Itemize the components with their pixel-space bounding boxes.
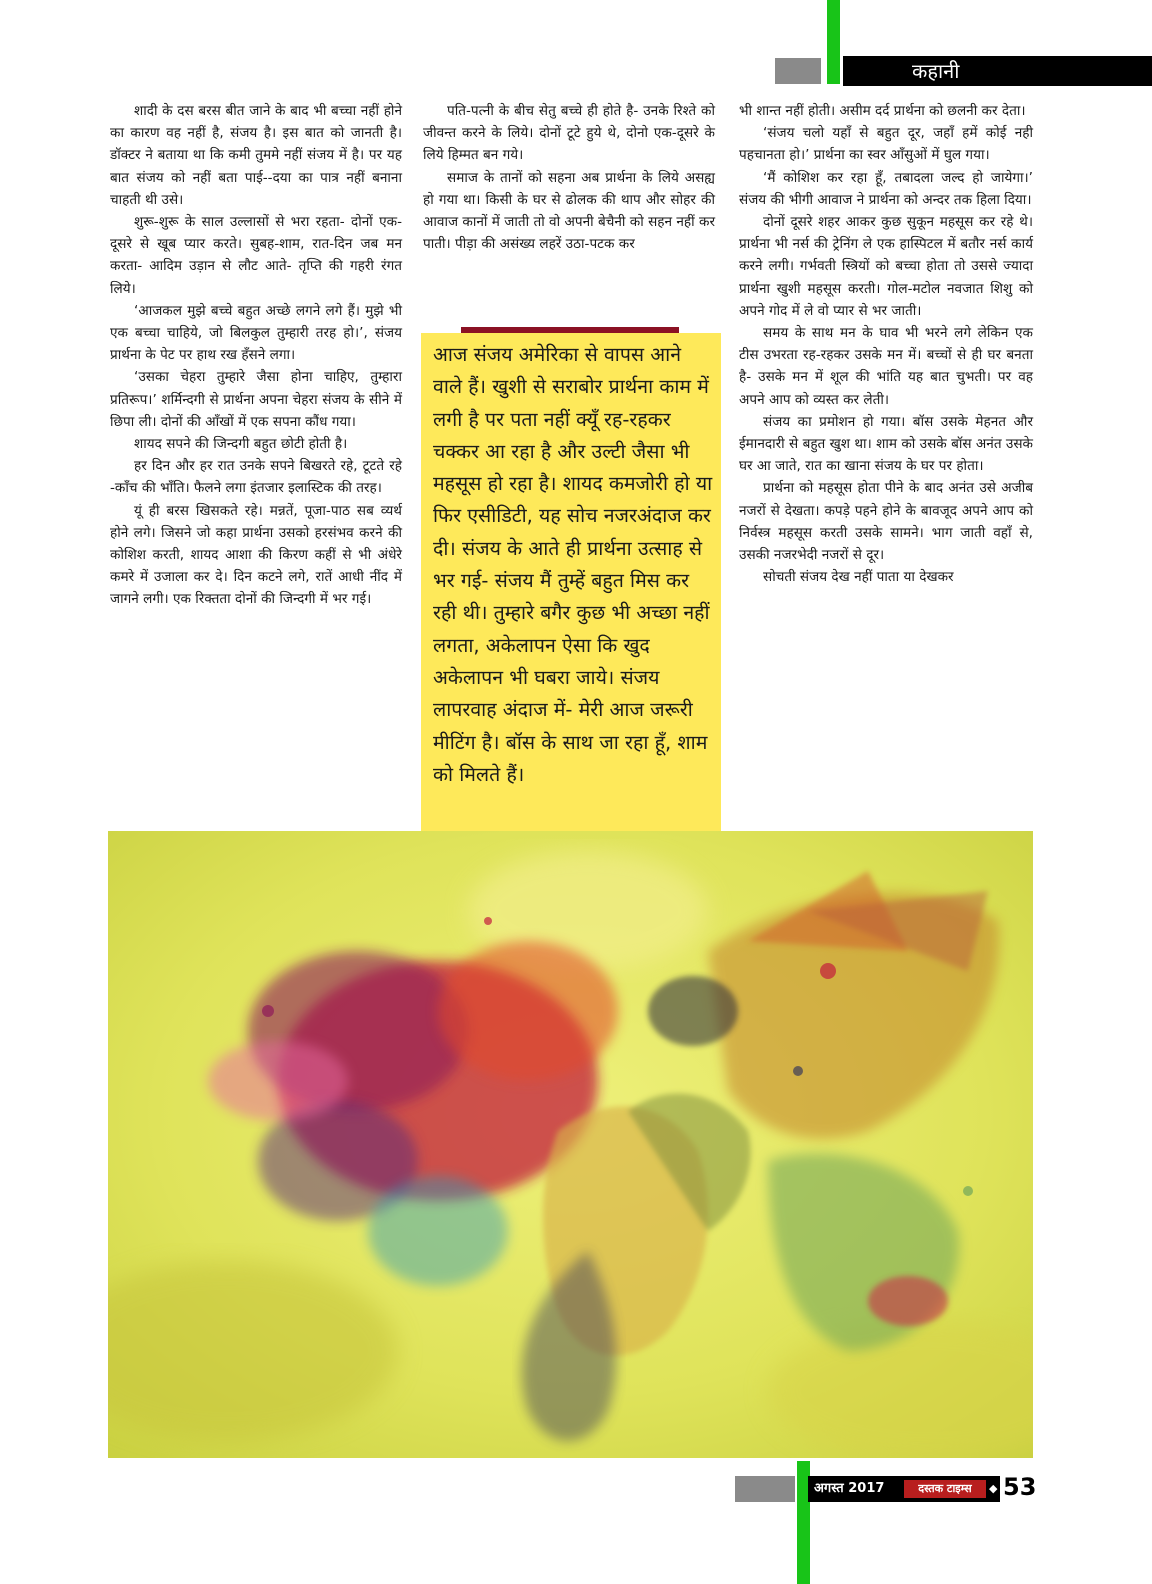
diamond-icon: ◆ [989, 1482, 998, 1495]
paragraph: पति-पत्नी के बीच सेतु बच्चे ही होते है- उनके रिश्ते को जीवन्त करने के लिये। दोनों टूटे हुये थे, दोनो एक-दूसरे के लिये हिम्मत बन गये। [423, 103, 715, 164]
paragraph: यूं ही बरस खिसकते रहे। मन्नतें, पूजा-पाठ सब व्यर्थ होने लगे। जिसने जो कहा प्रार्थना उसको हरसंभव करने की कोशिश करती, शायद आशा की किरण कहीं से भी अंधेरे कमरे में उजाला कर दे। दिन कटने लगे, रातें आधी नींद में जागने लगी। एक रिक्तता दोनों की जिन्दगी में भर गई। [110, 502, 402, 608]
article-column-1 [110, 100, 402, 611]
paragraph: शायद सपने की जिन्दगी बहुत छोटी होती है। [134, 436, 348, 453]
footer-gray-block [735, 1476, 795, 1502]
magazine-logo: दस्तक टाइम्स [904, 1480, 986, 1498]
issue-date: अगस्त 2017 [814, 1481, 885, 1496]
paragraph: ‘मैं कोशिश कर रहा हूँ, तबादला जल्द हो जायेगा।’ संजय की भीगी आवाज ने प्रार्थना को अन्दर तक हिला दिया। [739, 169, 1033, 208]
header-green-bar [827, 0, 840, 84]
article-column-3 [739, 100, 1033, 588]
paragraph: समय के साथ मन के घाव भी भरने लगे लेकिन एक टीस उभरता रह-रहकर उसके मन में। बच्चों से ही घर बनता है- उसके मन में शूल की भांति यह बात चुभती। पर वह अपने आप को व्यस्त कर लेती। [739, 325, 1033, 408]
article-column-2 [423, 100, 715, 255]
paragraph: सोचती संजय देख नहीं पाता या देखकर [763, 569, 954, 586]
header-gray-block [775, 58, 821, 84]
pull-quote-top-rule [461, 327, 679, 333]
pull-quote-text: आज संजय अमेरिका से वापस आने वाले हैं। खुशी से सराबोर प्रार्थना काम में लगी है पर पता नहीं क्यूँ रह-रहकर चक्कर आ रहा है और उल्टी जैसा भी महसूस हो रहा है। शायद कमजोरी हो या फिर एसीडिटी, यह सोच नजरअंदाज कर दी। संजय के आते ही प्रार्थना उत्साह से भर गई- संजय मैं तुम्हें बहुत मिस कर रही थी। तुम्हारे बगैर कुछ भी अच्छा नहीं लगता, अकेलापन ऐसा कि खुद अकेलापन भी घबरा जाये। संजय लापरवाह अंदाज में- मेरी आज जरूरी मीटिंग है। बॉस के साथ जा रहा हूँ, शाम को मिलते हैं। [433, 343, 713, 786]
paragraph: प्रार्थना को महसूस होता पीने के बाद अनंत उसे अजीब नजरों से देखता। कपड़े पहने होने के बावजूद अपने आप को निर्वस्त्र महसूस करती उसके सामने। भाग जाती वहाँ से, उसकी नजरभेदी नजरों से दूर। [739, 480, 1033, 564]
paragraph: ‘संजय चलो यहाँ से बहुत दूर, जहाँ हमें कोई नही पहचानता हो।’ प्रार्थना का स्वर आँसुओं में घुल गया। [739, 125, 1033, 164]
paragraph: समाज के तानों को सहना अब प्रार्थना के लिये असह्य हो गया था। किसी के घर से ढोलक की थाप और सोहर की आवाज कानों में जाती तो वो अपनी बेचैनी को सहन नहीं कर पाती। पीड़ा की असंख्य लहरें उठा-पटक कर [423, 169, 715, 253]
paragraph: दोनों दूसरे शहर आकर कुछ सुकून महसूस कर रहे थे। प्रार्थना भी नर्स की ट्रेनिंग ले एक हास्पिटल में बतौर नर्स कार्य करने लगी। गर्भवती स्त्रियों को बच्चा होता तो उससे ज्यादा प्रार्थना खुशी महसूस करती। गोल-मटोल नवजात शिशु को अपने गोद में ले वो प्यार से भर जाती। [739, 214, 1033, 319]
paragraph: ‘आजकल मुझे बच्चे बहुत अच्छे लगने लगे हैं। मुझे भी एक बच्चा चाहिये, जो बिलकुल तुम्हारी तरह हो।’, संजय प्रार्थना के पेट पर हाथ रख हँसने लगा। [110, 302, 402, 364]
page-number: 53 [1003, 1473, 1037, 1501]
paragraph: ‘उसका चेहरा तुम्हारे जैसा होना चाहिए, तुम्हारा प्रतिरूप।’ शर्मिन्दगी से प्रार्थना अपना चेहरा संजय के सीने में छिपा ली। दोनों की आँखों में एक सपना कौंध गया। [110, 369, 402, 430]
paragraph: शुरू-शुरू के साल उल्लासों से भरा रहता- दोनों एक-दूसरे से खूब प्यार करते। सुबह-शाम, रात-दिन जब मन करता- आदिम उड़ान से लौट आते- तृप्ति की गहरी रंगत लिये। [110, 214, 402, 297]
section-header-bar [843, 56, 1152, 86]
story-illustration [108, 831, 1033, 1458]
paragraph: संजय का प्रमोशन हो गया। बॉस उसके मेहनत और ईमानदारी से बहुत खुश था। शाम को उसके बॉस अनंत उसके घर आ जाते, रात का खाना संजय के घर पर होता। [739, 413, 1033, 475]
pull-quote-box [421, 333, 721, 857]
paragraph: हर दिन और हर रात उनके सपने बिखरते रहे, टूटते रहे -काँच की भाँति। फैलने लगा इंतजार इलास्टिक की तरह। [110, 458, 402, 497]
section-title: कहानी [912, 59, 960, 83]
paragraph: शादी के दस बरस बीत जाने के बाद भी बच्चा नहीं होने का कारण वह नहीं है, संजय है। इस बात को जानती है। डॉक्टर ने बताया था कि कमी तुममे नहीं संजय में है। पर यह बात संजय को नहीं बता पाई--दया का पात्र नहीं बनाना चाहती थी उसे। [110, 103, 402, 208]
watercolor-faces-illustration [108, 831, 1033, 1458]
paragraph: भी शान्त नहीं होती। असीम दर्द प्रार्थना को छलनी कर देता। [739, 103, 1026, 119]
